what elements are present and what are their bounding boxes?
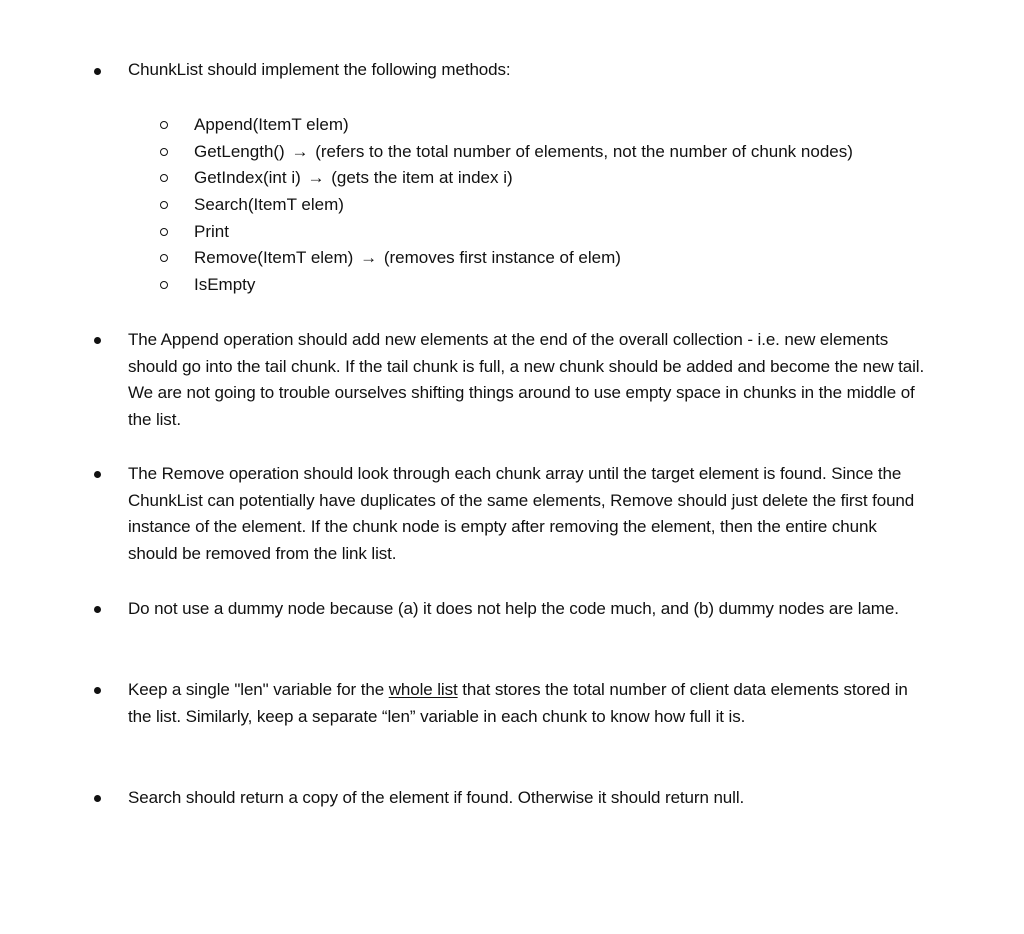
hollow-circle-icon — [160, 174, 168, 182]
whole-list-underlined: whole list — [388, 680, 458, 699]
method-note: (removes first instance of elem) — [383, 248, 621, 268]
method-note: (refers to the total number of elements, not the number of chunk nodes) — [315, 141, 853, 161]
len-text-after: that stores the total number of client data elements stored in the list. Similarly, keep a separate “len” variable in each chunk to know how full it is. — [128, 680, 908, 726]
bullet-dot — [94, 471, 101, 478]
remove-paragraph: The Remove operation should look through each chunk array until the target element is found. Since the ChunkList can potentially have duplicates of the same elements, Remove should just delete the first found instance of the element. If the chunk node is empty after removing the element, then the entire chunk should be removed from the link list. — [128, 464, 915, 563]
list-item — [160, 272, 980, 299]
list-item — [160, 245, 980, 272]
hollow-circle-icon — [160, 148, 168, 156]
method-name: IsEmpty — [194, 275, 256, 295]
bullet-dot — [94, 337, 101, 344]
bullet-dot — [94, 687, 101, 694]
right-arrow-icon: → — [307, 168, 325, 188]
bullet-dot — [94, 795, 101, 802]
method-name: GetLength() — [194, 141, 285, 161]
list-item — [160, 192, 980, 219]
len-paragraph — [128, 677, 928, 730]
right-arrow-icon: → — [360, 248, 378, 268]
list-item — [160, 112, 980, 139]
method-name: Remove(ItemT elem) — [194, 248, 354, 268]
append-paragraph: The Append operation should add new elements at the end of the overall collection - i.e. new elements should go into the tail chunk. If the tail chunk is full, a new chunk should be added and become the new tail. We are not going to trouble ourselves shifting things around to use empty space in chunks in the middle of the list. — [128, 330, 925, 429]
hollow-circle-icon — [160, 281, 168, 289]
hollow-circle-icon — [160, 121, 168, 129]
hollow-circle-icon — [160, 254, 168, 262]
dummy-paragraph: Do not use a dummy node because (a) it does not help the code much, and (b) dummy nodes are lame. — [128, 599, 899, 618]
bullet-dot — [94, 606, 101, 613]
method-name: Print — [194, 221, 229, 241]
method-list — [160, 112, 980, 299]
methods-intro: ChunkList should implement the following methods: — [128, 60, 511, 79]
list-item — [160, 165, 980, 192]
right-arrow-icon: → — [291, 141, 309, 161]
hollow-circle-icon — [160, 201, 168, 209]
hollow-circle-icon — [160, 228, 168, 236]
method-note: (gets the item at index i) — [331, 168, 513, 188]
method-name: GetIndex(int i) — [194, 168, 301, 188]
method-name: Search(ItemT elem) — [194, 195, 344, 215]
bullet-dot — [94, 68, 101, 75]
list-item — [160, 219, 980, 246]
search-paragraph: Search should return a copy of the element if found. Otherwise it should return null. — [128, 788, 745, 807]
list-item — [160, 139, 980, 166]
len-text-before: Keep a single "len" variable for the — [128, 680, 389, 699]
method-name: Append(ItemT elem) — [194, 115, 349, 134]
